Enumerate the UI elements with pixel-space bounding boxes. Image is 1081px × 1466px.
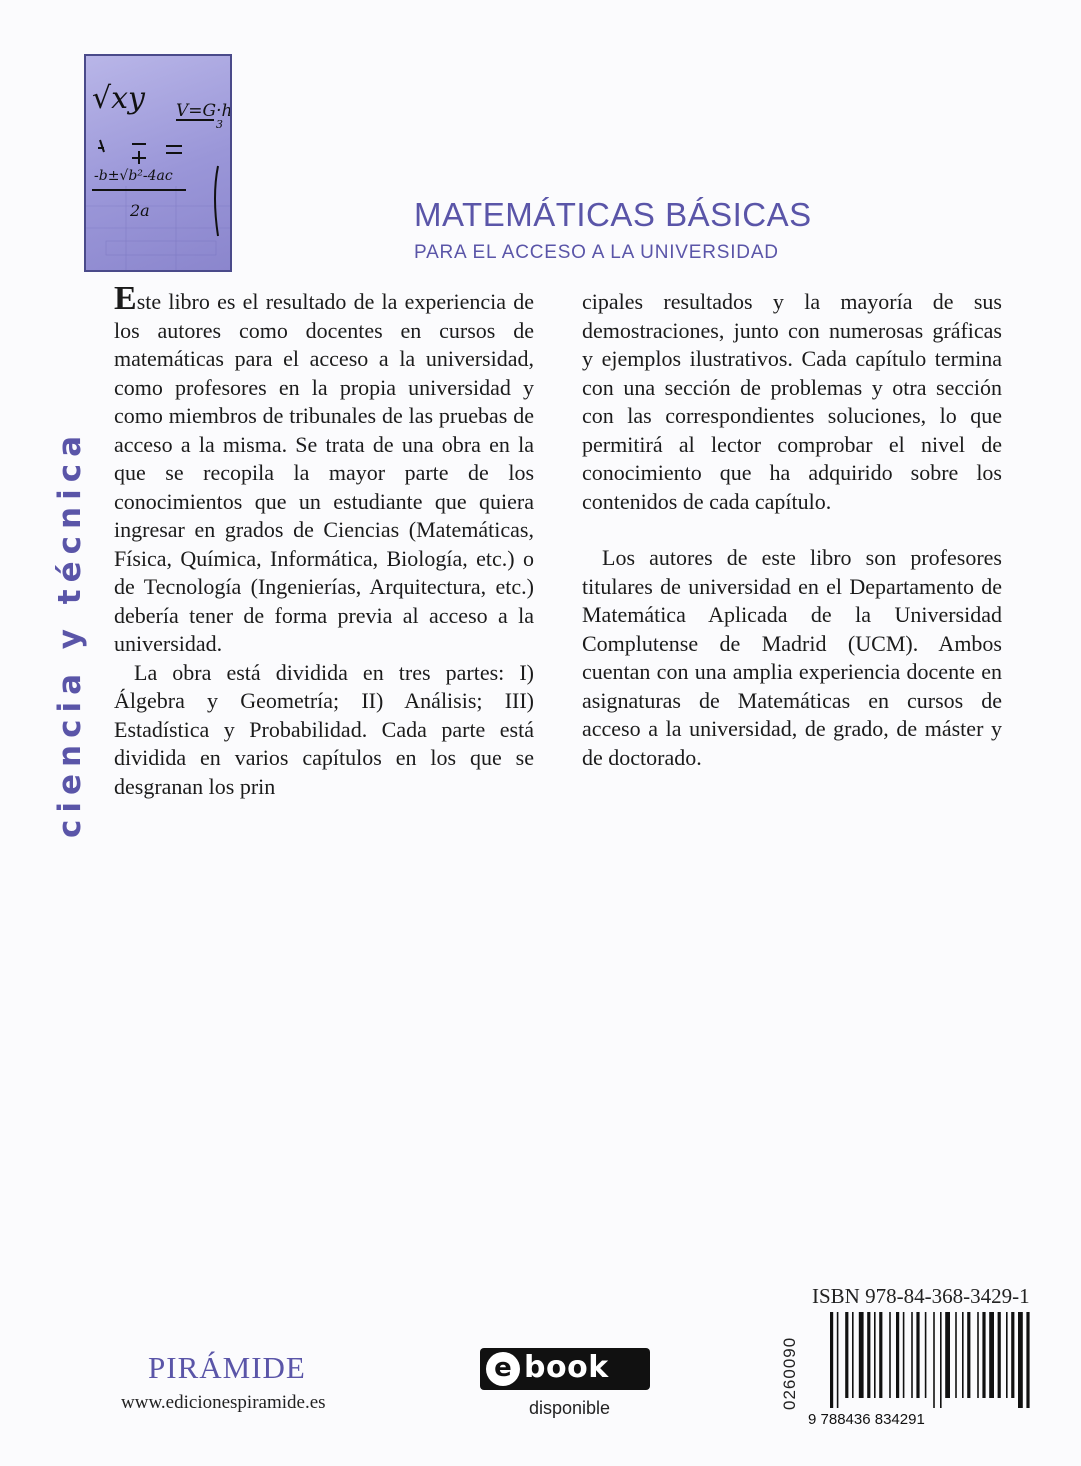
barcode-bar	[933, 1312, 935, 1408]
barcode-bar	[1026, 1312, 1029, 1408]
ebook-caption: disponible	[529, 1398, 611, 1418]
barcode-bar	[982, 1312, 985, 1398]
formula-volume: V=G·h	[176, 101, 233, 121]
ebook-book-label: book	[524, 1350, 609, 1385]
barcode-bar	[1018, 1312, 1023, 1408]
barcode-bar	[967, 1312, 970, 1398]
publisher-logo: PIRÁMIDE	[148, 1350, 306, 1385]
cover-thumbnail	[84, 54, 232, 272]
barcode-bar	[925, 1312, 927, 1398]
barcode-bar	[852, 1312, 854, 1398]
ebook-badge	[480, 1348, 650, 1390]
barcode-bar	[867, 1312, 870, 1398]
barcode-bar	[889, 1312, 891, 1398]
paragraph-intro-text: ste libro es el resultado de la experiencia de los autores como docentes en cursos de matemáticas para el acceso a la universidad, como profesores en la propia universidad y como miembros de tribunales de las pruebas de acceso a la misma. Se trata de una obra en la que se recopila la mayor parte de los conocimientos que un estudiante que quiera ingresar en grados de Ciencias (Matemáticas, Física, Química, Informática, Biología, etc.) o de Tecnología (Ingenierías, Arquitectura, etc.) debería tener de forma previa al acceso a la universidad.	[114, 289, 534, 656]
barcode-bar	[940, 1312, 942, 1408]
formula-root: √xy	[92, 81, 145, 116]
formula-volume-den: 3	[216, 118, 223, 131]
formula-sketch	[86, 56, 232, 272]
barcode-bar	[1006, 1312, 1008, 1398]
barcode-bar	[903, 1312, 905, 1398]
formula-quadratic-den: 2a	[130, 201, 150, 220]
barcode-bar	[837, 1312, 839, 1408]
barcode-bar	[911, 1312, 913, 1398]
product-code: 0260090	[780, 1336, 799, 1410]
body-column-right	[582, 288, 1002, 772]
paragraph-intro	[114, 280, 534, 659]
barcode-bar	[962, 1312, 964, 1398]
paragraph-authors: Los autores de este libro son profesores titulares de universidad en el Departamento de Matemática Aplicada de la Universidad Complutense de Madrid (UCM). Ambos cuentan con una amplia experiencia docente en asignaturas de Matemáticas en cursos de acceso a la universidad, de grado, de máster y de doctorado.	[582, 545, 1002, 770]
barcode-bar	[977, 1312, 979, 1398]
book-subtitle: PARA EL ACCESO A LA UNIVERSIDAD	[414, 242, 779, 263]
barcode-bar	[945, 1312, 950, 1398]
formula-quadratic-num: -b±√b²-4ac	[94, 168, 173, 184]
barcode-bar	[859, 1312, 864, 1398]
barcode-bar	[879, 1312, 882, 1398]
barcode-bar	[845, 1312, 848, 1398]
barcode-digits: 9 788436 834291	[808, 1411, 925, 1428]
drop-cap: E	[114, 280, 137, 317]
series-label: ciencia y técnica	[52, 428, 88, 838]
isbn-barcode	[808, 1310, 1034, 1430]
barcode-bar	[955, 1312, 957, 1398]
barcode-bar	[830, 1312, 833, 1408]
barcode-bar	[1011, 1312, 1014, 1398]
paragraph-structure-continued: cipales resultados y la mayoría de sus demostraciones, junto con numerosas gráficas y ejemplos ilustrativos. Cada capítulo termina con una sección de problemas y otra sección con las correspondientes soluciones, lo que permitirá al lector comprobar el nivel de conocimiento que ha adquirido sobre los contenidos de cada capítulo.	[582, 289, 1002, 514]
barcode-bar	[989, 1312, 994, 1398]
barcode-bar	[998, 1312, 1001, 1398]
ebook-e-icon: e	[486, 1352, 520, 1386]
publisher-website[interactable]: www.edicionespiramide.es	[121, 1392, 326, 1413]
body-column-left	[114, 280, 534, 801]
barcode-bar	[896, 1312, 899, 1398]
book-title: MATEMÁTICAS BÁSICAS	[414, 196, 812, 233]
barcode-bar	[874, 1312, 876, 1398]
barcode-bar	[916, 1312, 919, 1398]
isbn-label: ISBN 978-84-368-3429-1	[812, 1284, 1030, 1308]
paragraph-structure: La obra está dividida en tres partes: I) Álgebra y Geometría; II) Análisis; III) Estadística y Probabilidad. Cada parte está dividida en varios capítulos en los que se desgranan los prin	[114, 659, 534, 799]
